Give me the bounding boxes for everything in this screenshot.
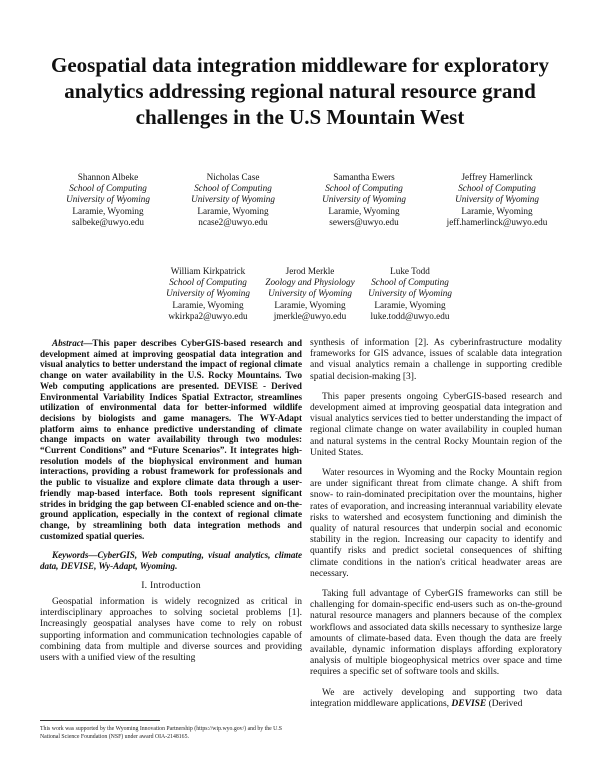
author-name: Jerod Merkle <box>285 266 335 276</box>
author-name: Shannon Albeke <box>77 172 139 182</box>
author-email: jeff.hamerlinck@uwyo.edu <box>446 216 548 227</box>
author-city: Laramie, Wyoming <box>172 299 244 310</box>
author-name: Samantha Ewers <box>333 172 395 182</box>
author-univ: University of Wyoming <box>455 194 539 205</box>
author-email: ncase2@uwyo.edu <box>198 216 268 227</box>
paragraph: This paper presents ongoing CyberGIS-based research and development aimed at improving geospatial data integration and visual analytics services tied to better understanding the impact of regional climate change on water availability in coupled human and natural systems in the central Rocky Mountain region of the United States. <box>310 391 562 458</box>
author-email: luke.todd@uwyo.edu <box>370 310 450 321</box>
author-name: Nicholas Case <box>206 172 260 182</box>
author-email: sewers@uwyo.edu <box>329 216 399 227</box>
author-dept: School of Computing <box>169 277 247 288</box>
author-dept: School of Computing <box>325 183 403 194</box>
author-univ: University of Wyoming <box>368 288 452 299</box>
author-block <box>299 172 429 228</box>
author-email: salbeke@uwyo.edu <box>72 216 144 227</box>
paragraph: Taking full advantage of CyberGIS frameworks can still be challenging for domain-specific end-users such as on-the-ground natural resource managers and planners because of the complex workflows and associated data skills necessary to synthesize large amounts of climate-based data. Even though the data are freely available, dynamic information displays affording exploratory analysis of multiple biogeophysical metrics over space and time requires a specific set of software tools and skills. <box>310 589 562 678</box>
author-city: Laramie, Wyoming <box>461 205 533 216</box>
keywords-text: CyberGIS, Web computing, visual analytics, climate data, DEVISE, Wy-Adapt, Wyoming. <box>40 550 302 572</box>
author-name: William Kirkpatrick <box>170 266 246 276</box>
author-block <box>432 172 562 228</box>
paragraph: Water resources in Wyoming and the Rocky Mountain region are under significant threat from climate change. A shift from snow- to rain-dominated precipitation over the mountains, higher rates of evaporation, and increasing interannual variability elevate risks to watershed and ecosystem functioning and diminish the quality of natural resources that underpin social and economic stability in the region. Increasing our capacity to identify and quantify risks and predict societal consequences of shifting climate conditions in the nation's critical headwater areas are necessary. <box>310 468 562 579</box>
abstract-text: —This paper describes CyberGIS-based research and development aimed at improving geospatial data integration and visual analytics to better understand the impact of regional climate change on water availability in the U.S. Rocky Mountains. Two Web computing applications are presented. DEVISE - Derived Environmental Variability Indices Spatial Extractor, streamlines utilization of environmental data for better-informed wildlife decisions by biologists and game managers. The WY-Adapt platform aims to enhance predictive understanding of climate change impacts on water availability through two modules: “Current Conditions” and “Future Scenarios”. It integrates high-resolution models of the biophysical environment and human interactions, providing a robust framework for professionals and the public to visualize and explore climate data through a user-friendly map-based interface. Both tools represent significant strides in bridging the gap between CI-enabled science and on-the-ground application, especially in the context of regional climate change, by streamlining both data integration methods and customized spatial queries. <box>40 338 302 541</box>
paragraph-text: We are actively developing and supporting two data integration middleware applications, <box>310 687 562 709</box>
intro-paragraph: Geospatial information is widely recognized as critical in interdisciplinary approaches to solving societal problems [1]. Increasingly geospatial analyses have come to rely on robust supporting information and communication technologies capable of combining data from multiple and diverse sources and providing users with a unified view of the resulting <box>40 596 302 663</box>
author-univ: University of Wyoming <box>268 288 352 299</box>
abstract-label: Abstract <box>52 338 84 348</box>
author-city: Laramie, Wyoming <box>72 205 144 216</box>
author-univ: University of Wyoming <box>322 194 406 205</box>
author-city: Laramie, Wyoming <box>197 205 269 216</box>
author-city: Laramie, Wyoming <box>328 205 400 216</box>
abstract <box>40 338 302 541</box>
author-email: wkirkpa2@uwyo.edu <box>168 310 248 321</box>
footnote: This work was supported by the Wyoming Innovation Partnership (https://wip.wyo.gov/) and by the U.S National Science Foundation (NSF) under award OIA-2148165. <box>40 726 283 740</box>
paragraph: synthesis of information [2]. As cyberinfrastructure modality frameworks for GIS advance, issues of scalable data integration and visual analytics remain a challenge in supporting credible spatial decision-making [3]. <box>310 338 562 382</box>
author-dept: School of Computing <box>371 277 449 288</box>
author-city: Laramie, Wyoming <box>374 299 446 310</box>
section-heading: I. Introduction <box>141 579 201 591</box>
author-dept: School of Computing <box>458 183 536 194</box>
paragraph-text: (Derived <box>486 698 523 709</box>
author-block <box>43 172 173 228</box>
author-block <box>168 172 298 228</box>
author-block <box>345 266 475 322</box>
author-email: jmerkle@uwyo.edu <box>273 310 347 321</box>
author-univ: University of Wyoming <box>66 194 150 205</box>
footnote-rule <box>40 720 160 721</box>
devise-name: DEVISE <box>451 698 487 709</box>
author-city: Laramie, Wyoming <box>274 299 346 310</box>
author-dept: Zoology and Physiology <box>265 277 355 288</box>
author-name: Luke Todd <box>390 266 430 276</box>
author-univ: University of Wyoming <box>191 194 275 205</box>
keywords <box>40 550 302 571</box>
left-column <box>40 338 302 673</box>
paragraph <box>310 688 562 710</box>
author-univ: University of Wyoming <box>166 288 250 299</box>
author-dept: School of Computing <box>69 183 147 194</box>
paper-title: Geospatial data integration middleware for exploratory analytics addressing regional natural resource grand challenges in the U.S Mountain West <box>51 53 549 129</box>
author-name: Jeffrey Hamerlinck <box>461 172 533 182</box>
author-dept: School of Computing <box>194 183 272 194</box>
right-column <box>310 338 562 719</box>
keywords-label: Keywords— <box>52 550 98 561</box>
